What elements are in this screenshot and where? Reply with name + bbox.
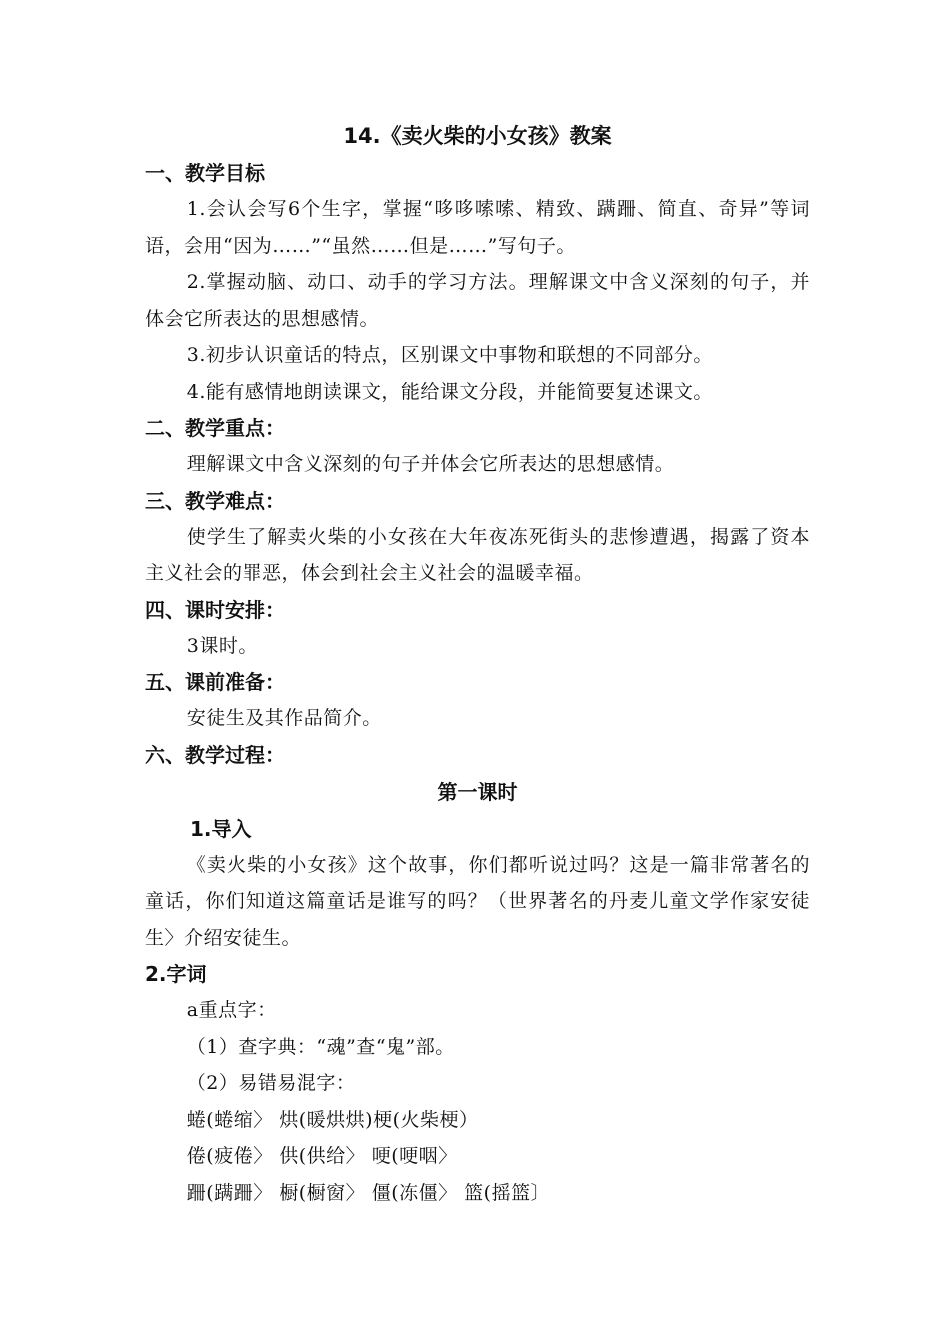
intro-heading: 1.导入 [190, 816, 252, 841]
document-title: 14.《卖火柴的小女孩》教案 [343, 124, 612, 148]
section-heading-schedule: 四、课时安排： [145, 597, 285, 622]
difficulty-text: 使学生了解卖火柴的小女孩在大年夜冻死街头的悲惨遭遇，揭露了资本主义社会的罪恶，体会到社会主义社会的温暖幸福。 [145, 525, 810, 584]
words-item-1: （1）查字典：“魂”查“鬼”部。 [186, 1035, 455, 1058]
prep-text: 安徒生及其作品简介。 [186, 707, 382, 729]
words-heading: 2.字词 [145, 962, 207, 986]
lesson-title: 第一课时 [437, 779, 518, 804]
goal-item-2: 2.掌握动脑、动口、动手的学习方法。理解课文中含义深刻的句子，并体会它所表达的思想感情。 [145, 271, 810, 330]
schedule-text: 3课时。 [186, 634, 258, 657]
section-heading-prep: 五、课前准备： [145, 670, 285, 694]
words-item-2: （2）易错易混字： [186, 1072, 356, 1094]
lesson-plan-page [145, 118, 810, 1211]
goal-item-4: 4.能有感情地朗读课文，能给课文分段，并能简要复述课文。 [186, 380, 713, 403]
char-pair-line-1: 蜷(蜷缩〉 烘(暖烘烘)梗(火柴梗） [186, 1108, 479, 1131]
char-pair-line-3: 跚(蹒跚〉 橱(橱窗〉 僵(冻僵〉 篮(摇篮〕 [186, 1181, 551, 1204]
section-heading-goals: 一、教学目标 [145, 161, 265, 185]
goal-item-3: 3.初步认识童话的特点，区别课文中事物和联想的不同部分。 [186, 344, 713, 366]
words-sub: a重点字： [186, 999, 277, 1021]
section-heading-key: 二、教学重点： [145, 416, 285, 440]
key-text: 理解课文中含义深刻的句子并体会它所表达的思想感情。 [186, 453, 675, 475]
intro-text: 《卖火柴的小女孩》这个故事，你们都听说过吗？这是一篇非常著名的童话，你们知道这篇童话是谁写的吗？（世界著名的丹麦儿童文学作家安徒生〉介绍安徒生。 [145, 853, 810, 949]
char-pair-line-2: 倦(疲倦〉 供(供给〉 哽(哽咽〉 [186, 1145, 458, 1167]
goal-item-1: 1.会认会写6个生字，掌握“哆哆嗦嗦、精致、蹒跚、简直、奇异”等词语，会用“因为……”“虽然……但是……”写句子。 [145, 198, 810, 257]
section-heading-difficulty: 三、教学难点： [145, 488, 285, 513]
section-heading-process: 六、教学过程： [145, 742, 285, 767]
